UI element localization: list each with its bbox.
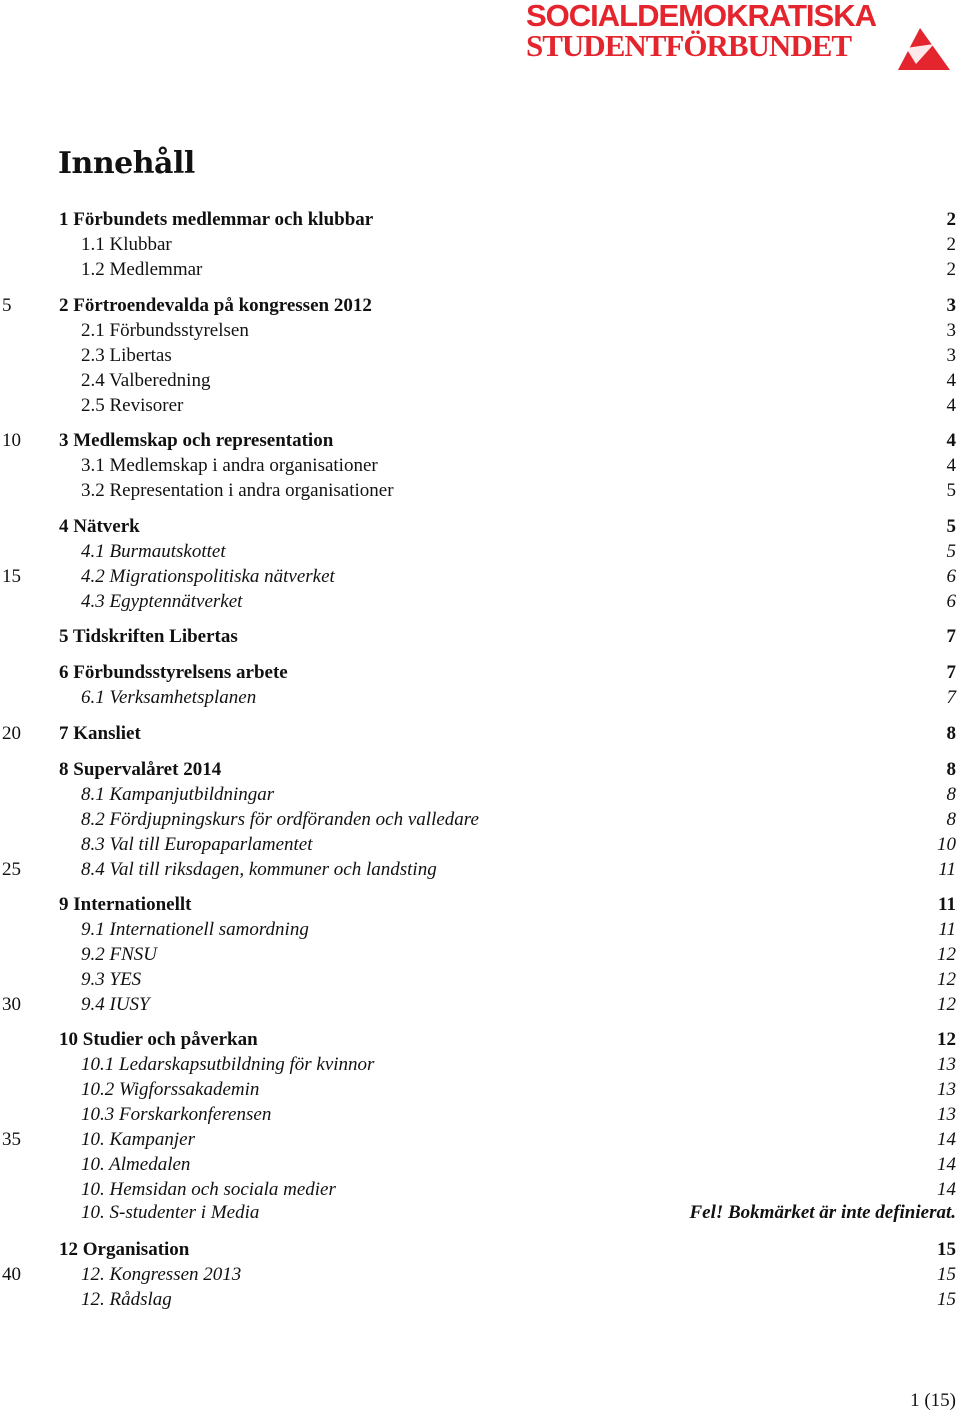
toc-entry-title: 8 Supervalåret 2014 [59, 759, 222, 780]
toc-entry[interactable] [0, 967, 960, 992]
toc-entry-page: 13 [937, 1104, 956, 1125]
toc-entry-page: 4 [946, 455, 956, 476]
toc-entry-title: 12 Organisation [59, 1239, 190, 1260]
toc-entry[interactable] [0, 1102, 960, 1127]
toc-entry-page: 4 [946, 370, 956, 391]
toc-entry-title: 1.1 Klubbar [81, 234, 172, 255]
line-number: 5 [2, 295, 12, 316]
toc-entry-page: 2 [946, 234, 956, 255]
page-title: Innehåll [58, 146, 195, 181]
organization-logo [526, 0, 956, 76]
toc-entry-title: 12. Rådslag [81, 1289, 172, 1310]
toc-entry[interactable] [0, 832, 960, 857]
toc-entry-title: 10.1 Ledarskapsutbildning för kvinnor [81, 1054, 375, 1075]
toc-entry[interactable] [0, 453, 960, 478]
toc-entry-title: 8.1 Kampanjutbildningar [81, 784, 275, 805]
toc-entry-page: 5 [946, 480, 956, 501]
toc-entry[interactable] [0, 257, 960, 282]
toc-entry-page: 5 [946, 541, 956, 562]
toc-entry[interactable] [0, 660, 960, 685]
toc-entry-page: 2 [946, 209, 956, 230]
toc-entry[interactable] [0, 782, 960, 807]
toc-entry-title: 12. Kongressen 2013 [81, 1264, 242, 1285]
toc-entry-title: 4 Nätverk [59, 516, 140, 537]
toc-entry-page: 15 [937, 1239, 956, 1260]
toc-entry-title: 2.4 Valberedning [81, 370, 211, 391]
logo-triangle-icon [894, 26, 952, 72]
toc-entry[interactable] [0, 1200, 960, 1225]
toc-entry-page: 6 [946, 591, 956, 612]
toc-entry-title: 8.4 Val till riksdagen, kommuner och landsting [81, 859, 437, 880]
line-number: 15 [2, 566, 21, 587]
toc-entry[interactable] [0, 1177, 960, 1202]
toc-entry-page: 15 [937, 1264, 956, 1285]
toc-entry-title: 8.3 Val till Europaparlamentet [81, 834, 313, 855]
toc-entry-page: 14 [937, 1179, 956, 1200]
toc-entry-title: 8.2 Fördjupningskurs för ordföranden och valledare [81, 809, 479, 830]
toc-entry-title: 3.2 Representation i andra organisationer [81, 480, 394, 501]
toc-entry-page: 12 [937, 969, 956, 990]
toc-entry-page: 4 [946, 430, 956, 451]
toc-entry-title: 6.1 Verksamhetsplanen [81, 687, 257, 708]
toc-entry[interactable] [0, 207, 960, 232]
toc-entry-title: 7 Kansliet [59, 723, 141, 744]
toc-entry[interactable] [0, 685, 960, 710]
line-number: 25 [2, 859, 21, 880]
toc-entry-page: 6 [946, 566, 956, 587]
toc-entry-title: 2 Förtroendevalda på kongressen 2012 [59, 295, 372, 316]
toc-entry-title: 10. Almedalen [81, 1154, 191, 1175]
toc-entry-page: 14 [937, 1154, 956, 1175]
page-number: 1 (15) [910, 1390, 956, 1411]
toc-entry[interactable] [0, 589, 960, 614]
toc-entry[interactable] [0, 1052, 960, 1077]
toc-entry-title: 9.3 YES [81, 969, 142, 990]
toc-entry-page: 2 [946, 259, 956, 280]
toc-entry-title: 5 Tidskriften Libertas [59, 626, 238, 647]
toc-entry[interactable] [0, 343, 960, 368]
toc-entry[interactable] [0, 1262, 960, 1287]
logo-line-1: SOCIALDEMOKRATISKA [526, 0, 876, 33]
toc-entry-page: 8 [946, 784, 956, 805]
toc-entry[interactable] [0, 368, 960, 393]
toc-entry[interactable] [0, 1287, 960, 1312]
toc-entry-title: 2.5 Revisorer [81, 395, 184, 416]
toc-entry[interactable] [0, 942, 960, 967]
toc-entry-title: 1 Förbundets medlemmar och klubbar [59, 209, 374, 230]
toc-entry-title: 10 Studier och påverkan [59, 1029, 258, 1050]
toc-entry[interactable] [0, 318, 960, 343]
line-number: 40 [2, 1264, 21, 1285]
logo-line-2: STUDENTFÖRBUNDET [526, 28, 852, 63]
toc-entry[interactable] [0, 757, 960, 782]
toc-entry[interactable] [0, 1152, 960, 1177]
toc-entry[interactable] [0, 1237, 960, 1262]
toc-entry-page: 3 [946, 345, 956, 366]
toc-entry[interactable] [0, 428, 960, 453]
toc-entry-page: 8 [946, 809, 956, 830]
toc-entry[interactable] [0, 514, 960, 539]
toc-entry-page: 13 [937, 1054, 956, 1075]
toc-entry-page: 7 [946, 662, 956, 683]
toc-entry-page: 7 [946, 687, 956, 708]
toc-entry-title: 3 Medlemskap och representation [59, 430, 334, 451]
toc-entry-title: 9.1 Internationell samordning [81, 919, 309, 940]
toc-entry-page: 4 [946, 395, 956, 416]
toc-entry-title: 4.2 Migrationspolitiska nätverket [81, 566, 335, 587]
toc-entry[interactable] [0, 721, 960, 746]
toc-entry-page: 8 [946, 723, 956, 744]
toc-entry[interactable] [0, 892, 960, 917]
toc-entry-title: 4.3 Egyptennätverket [81, 591, 243, 612]
toc-entry-title: 6 Förbundsstyrelsens arbete [59, 662, 288, 683]
toc-entry-page: 3 [946, 295, 956, 316]
toc-entry[interactable] [0, 539, 960, 564]
toc-entry[interactable] [0, 857, 960, 882]
toc-entry-page: 10 [937, 834, 956, 855]
toc-entry[interactable] [0, 807, 960, 832]
toc-entry-title: 4.1 Burmautskottet [81, 541, 226, 562]
toc-entry-page: 8 [946, 759, 956, 780]
toc-entry-page: 14 [937, 1129, 956, 1150]
toc-entry-title: 2.1 Förbundsstyrelsen [81, 320, 249, 341]
toc-entry-title: 10. Hemsidan och sociala medier [81, 1179, 336, 1200]
toc-entry-title: 10. Kampanjer [81, 1129, 195, 1150]
toc-entry-page: 11 [938, 894, 956, 915]
toc-entry-title: 9.4 IUSY [81, 994, 150, 1015]
toc-entry[interactable] [0, 1127, 960, 1152]
toc-entry-title: 9.2 FNSU [81, 944, 157, 965]
toc-entry[interactable] [0, 624, 960, 649]
line-number: 10 [2, 430, 21, 451]
toc-entry[interactable] [0, 293, 960, 318]
toc-entry[interactable] [0, 992, 960, 1017]
toc-entry[interactable] [0, 1027, 960, 1052]
toc-entry-page: 13 [937, 1079, 956, 1100]
toc-entry[interactable] [0, 564, 960, 589]
toc-entry-page: 3 [946, 320, 956, 341]
toc-entry[interactable] [0, 393, 960, 418]
toc-entry[interactable] [0, 1077, 960, 1102]
toc-entry[interactable] [0, 478, 960, 503]
toc-entry-page: 5 [946, 516, 956, 537]
toc-entry-page: 11 [938, 919, 956, 940]
toc-entry-page: 12 [937, 944, 956, 965]
line-number: 35 [2, 1129, 21, 1150]
toc-entry-title: 3.1 Medlemskap i andra organisationer [81, 455, 378, 476]
toc-entry[interactable] [0, 917, 960, 942]
toc-entry-page: 11 [938, 859, 956, 880]
toc-entry-page: Fel! Bokmärket är inte definierat. [689, 1202, 956, 1223]
toc-entry-title: 10. S-studenter i Media [81, 1202, 260, 1223]
toc-entry-title: 10.2 Wigforssakademin [81, 1079, 260, 1100]
toc-entry-title: 10.3 Forskarkonferensen [81, 1104, 272, 1125]
toc-entry[interactable] [0, 232, 960, 257]
toc-entry-page: 7 [946, 626, 956, 647]
line-number: 20 [2, 723, 21, 744]
line-number: 30 [2, 994, 21, 1015]
toc-entry-page: 15 [937, 1289, 956, 1310]
toc-entry-title: 1.2 Medlemmar [81, 259, 203, 280]
toc-entry-title: 2.3 Libertas [81, 345, 172, 366]
toc-entry-title: 9 Internationellt [59, 894, 192, 915]
toc-entry-page: 12 [937, 994, 956, 1015]
toc-entry-page: 12 [937, 1029, 956, 1050]
